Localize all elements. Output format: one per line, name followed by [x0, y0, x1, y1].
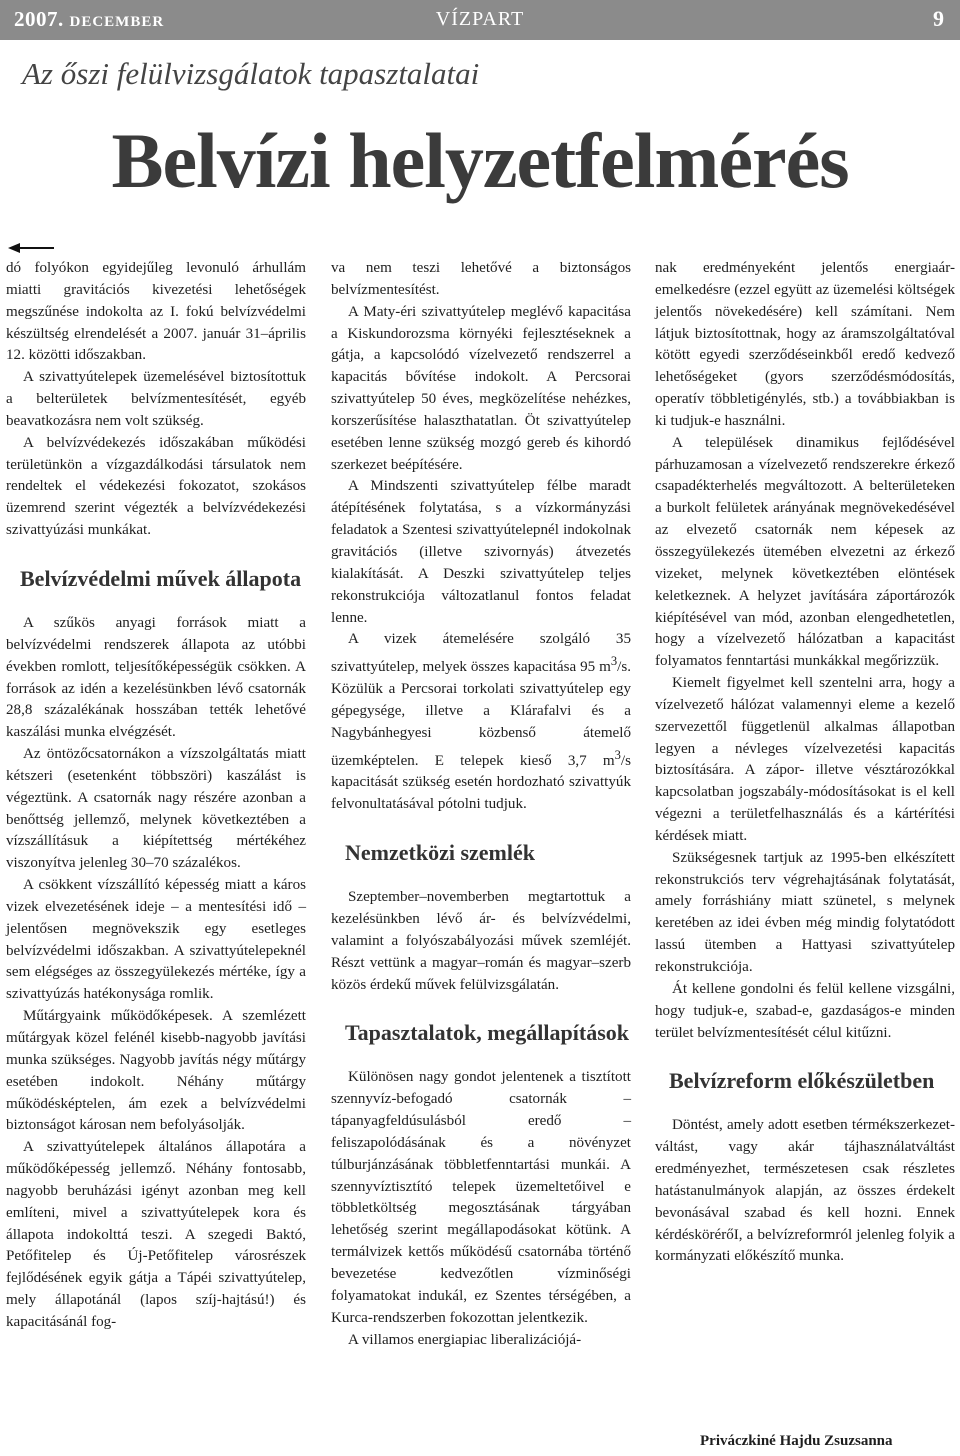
- column-2: [331, 258, 631, 1351]
- paragraph: A Mindszenti szivattyútelep félbe maradt átépítésének folytatása, s a vízkormányzási feladatok a Szentesi szivattyútelepnél indokolnak gravitációs (illetve szivornyás) átvezetés kialakítását. A Deszki szivattyútelep teljes rekonstrukciója változatlanul fontos feladat lenne.: [331, 478, 631, 626]
- section-heading: Belvízreform előkészületben: [669, 1068, 935, 1094]
- paragraph: nak eredményeként jelentős energiaár-emelkedésre (ezzel együtt az üzemelési költségek jelentős növekedésére) kell számítani. Nem látjuk biztosítottnak, hogy az áramszolgáltatóval kötött egyedi szerződéseinkből eredő kedvező lehetőségeket (gyors szerződésmódosítás, operatív többletigénylés, stb.) a továbbiakban is ki tudjuk-e használni.: [655, 260, 955, 429]
- issue-year: 2007.: [14, 7, 64, 31]
- paragraph: Át kellene gondolni és felül kellene vizsgálni, hogy tudjuk-e, szabad-e, gazdaságos-e minden terület belvízmentesítését célul kitűzni.: [655, 980, 955, 1041]
- article-kicker: Az őszi felülvizsgálatok tapasztalatai: [22, 56, 480, 91]
- text-run: /s. Közülük a Percsorai torkolati szivattyútelep egy gépegysége, illetve a Klárafalvi és a Nagybánhegyesi közbenső átemelő üzemképtelen. E telepek kieső 3,7 m: [331, 659, 631, 769]
- section-heading: Belvízvédelmi művek állapota: [20, 565, 302, 591]
- publication-name: VÍZPART: [435, 8, 525, 30]
- paragraph: dó folyókon egyidejűleg levonuló árhullám miatti gravitációs kivezetési lehetőségek megszűnése indokolta az I. fokú belvízvédelmi készültség elrendelését a 2007. január 31–április 12. közötti időszakban.: [6, 260, 306, 364]
- page-number: 9: [933, 6, 944, 31]
- superscript: 3: [614, 747, 621, 762]
- paragraph: A belvízvédekezés időszakában működési területünkön a vízgazdálkodási társulatok nem rendeltek el védekezési fokozatot, szokásos üzemrend szerint végezték a belvízvédekezési szivattyúzási munkákat.: [6, 434, 306, 539]
- paragraph: [331, 629, 631, 816]
- paragraph: A szivattyútelepek általános állapotára a működőképesség jellemző. Néhány fontosabb, nagyobb beruházási igényt azonban meg kell említeni, mivel a szivattyútelepek kora és állapota indokolttá teszi. A szegedi Baktó, Petőfitelep és Új-Petőfitelep városrészek fejlődésének egyik gátja a Tápéi szivattyútelep, mely állapotánál (lapos szíj-hajtású!) és kapacitásánál fog-: [6, 1139, 306, 1330]
- paragraph: A szivattyútelepek üzemelésével biztosítottuk a belterületek belvízmentesítését, egyéb beavatkozásra nem volt szükség.: [6, 369, 306, 429]
- column-3: [655, 258, 955, 1268]
- paragraph: Döntést, amely adott esetben térmékszerkezet-váltást, vagy akár tájhasználatváltást eredményezhet, természetesen csak részletes hatástanulmányok alapján, az összes érdekelt bevonásával szabad és kell hozni. Ennek kérdéskörérőI, a belvízreformról jelenleg folyik a kormányzati előkészítő munka.: [655, 1117, 955, 1265]
- article-headline: Belvízi helyzetfelmérés: [111, 117, 849, 204]
- paragraph: A települések dinamikus fejlődésével párhuzamosan a vízelvezető rendszerekre érkező csapadékterhelés megváltozott. A belterületeken a burkolt felületek arányának megnövekedésével az elvezető csatornák nem képesek az összegyülekezés ütemében elvezetni az érkező vizeket, melynek következtében elöntések keletkeznek. A helyzet javítására záportározók kiépítésével van mód, azonban elengedhetetlen, hogy a vízelvezető hálózatban a kapacitást folyamatos fenntartási munkákkal megőrizzük.: [655, 434, 955, 670]
- paragraph: A szűkös anyagi források miatt a belvízvédelmi rendszerek állapota az utóbbi években romlott, teljesítőképességük csökken. A források az idén a kezelésünkben lévő csatornák 28,8 százalékának hosszában tették lehetővé kaszálási munka elvégzését.: [6, 614, 306, 741]
- paragraph: va nem teszi lehetővé a biztonságos belvízmentesítést.: [331, 260, 631, 298]
- paragraph: A villamos energiapiac liberalizációjá-: [348, 1331, 582, 1348]
- section-heading: Tapasztalatok, megállapítások: [345, 1020, 630, 1046]
- paragraph: Az öntözőcsatornákon a vízszolgáltatás miatt kétszeri (esetenként többszöri) kaszálást is végeztünk. A csatornák nagy részére azonban a benőttség jellemző, melynek következtében a vízszállításuk a kiépítettség mértékéhez viszonyítva jelenleg 30–70 százalékos.: [6, 746, 306, 872]
- text-run: A vizek átemelésére szolgáló 35 szivattyútelep, melyek összes kapacitása 95 m: [331, 631, 631, 676]
- paragraph: A Maty-éri szivattyútelep meglévő kapacitása a Kiskundorozsma környéki fejlesztéseknek a gátja, a kapcsolódó vízelvezető rendszerrel a kapacitás bővítése indokolt. A Percsorai szivattyútelep 50 éves, megközelítése nehézkes, korszerűsítése halaszthatatlan. Öt szivattyútelep esetében lenne szükség mozgó gereb és kihordó szerkezet beépítésére.: [331, 303, 631, 473]
- paragraph: A csökkent vízszállító képesség miatt a káros vizek elvezetésének ideje – a mentesítési idő – jelentősen megnövekszik egy esetleges belvízvédelmi időszakban. A szivattyútelepeknél sem elégséges az összegyülekezés mértéke, így a szivattyúzás hatékonysága romlik.: [6, 877, 306, 1003]
- page-header-bar: [0, 0, 960, 40]
- column-1: [6, 258, 306, 1334]
- issue-month: DECEMBER: [69, 14, 165, 30]
- paragraph: Különösen nagy gondot jelentenek a tisztított szennyvíz-befogadó csatornák – tápanyagfeldúsulásból eredő – feliszapolódásának és a növényzet túlburjánzásának többletfenntartási munkái. A szennyvíztisztító telepek üzemeltetőivel e többletköltség megosztásának tárgyában lehetőség szerint megállapodásokat kötünk. A termálvizek kettős működésű csatornába történő bevezetése kedvezőtlen vízminőségi folyamatokat indukál, ez Szentes térségében, a Kurca-rendszerben fokozottan jelentkezik.: [331, 1069, 631, 1326]
- paragraph: Kiemelt figyelmet kell szentelni arra, hogy a vízelvezető hálózat valamennyi eleme a kezelő szervezettől függetlenül alkalmas állapotban legyen a névleges vízelvezetési kapacitás biztosítására. A zápor- illetve vésztározókkal kapcsolatban jogszabály-módosításokat is el kell végezni a területfelhasználás és a kártérítési kérdések miatt.: [655, 675, 955, 844]
- paragraph: Szeptember–novemberben megtartottuk a kezelésünkben lévő ár- és belvízvédelmi, valamint a folyószabályozási művek szemléjét. Részt vettünk a magyar–román és magyar–szerb közös érdekű művek felülvizsgálatán.: [331, 889, 631, 993]
- text-run: /s kapacitását szükség esetén hordozható szivattyúk felvonultatásával pótolni tudjuk.: [331, 752, 631, 813]
- paragraph: Műtárgyaink működőképesek. A szemlézett műtárgyak közel felénél kisebb-nagyobb javítási munka szükséges. Nagyobb javítás négy műtárgy esetében indokolt. Néhány műtárgy működésképtelen, ám ezek a belvízvédelmi biztonságot károsan nem befolyásolják.: [6, 1008, 306, 1134]
- superscript: 3: [610, 654, 618, 669]
- author-signature: Priváczkiné Hajdu Zsuzsanna: [700, 1433, 893, 1449]
- section-heading: Nemzetközi szemlék: [345, 840, 535, 866]
- paragraph: Szükségesnek tartjuk az 1995-ben elkészített rekonstrukciós terv végrehajtásának folytatását, amely forráshiány miatt szünetel, s melynek keretében az idei évben még mindig folytatódott lassú ütemben a Hattyasi szivattyútelep rekonstrukciója.: [655, 849, 955, 975]
- arrow-left-icon: [8, 242, 54, 254]
